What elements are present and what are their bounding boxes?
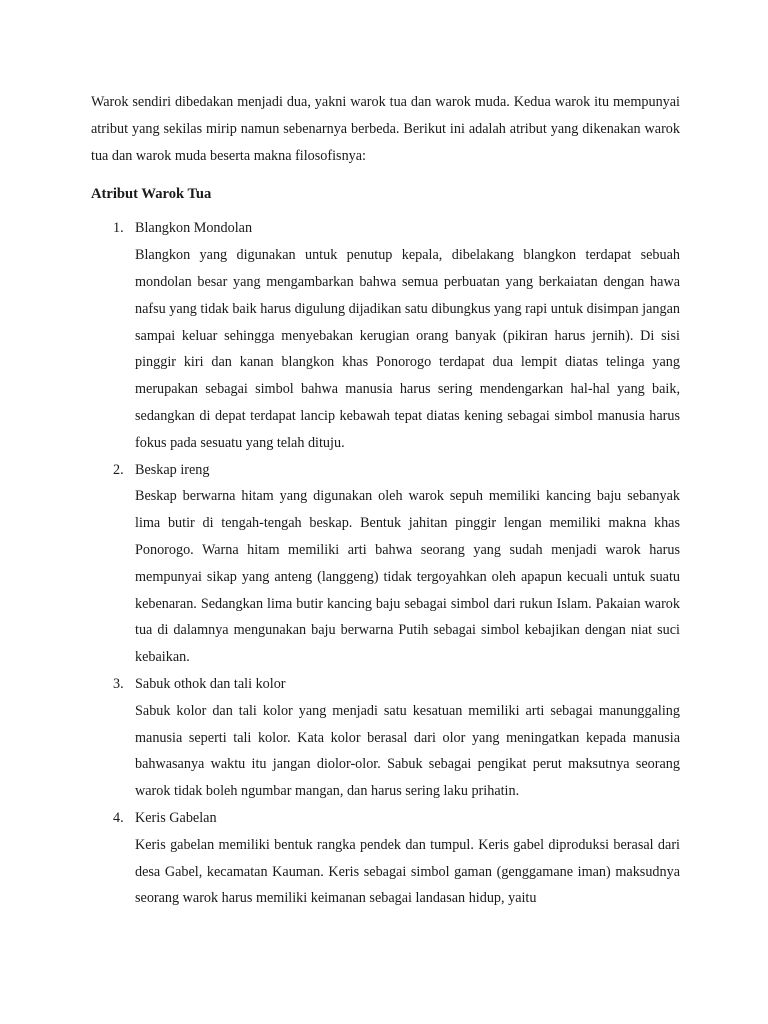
item-description: Beskap berwarna hitam yang digunakan oleh warok sepuh memiliki kancing baju sebanyak lima butir di tengah-tengah beskap. Bentuk jahitan pinggir lengan memiliki makna khas Ponorogo. Warna hitam memiliki arti bahwa seorang yang sudah menjadi warok harus mempunyai sikap yang anteng (langgeng) tidak tergoyahkan oleh apapun kecuali untuk suatu kebenaran. Sedangkan lima butir kancing baju sebagai simbol dari rukun Islam. Pakaian warok tua di dalamnya mengunakan baju berwarna Putih sebagai simbol kebajikan dengan niat suci kebaikan.: [135, 488, 680, 666]
list-item: [91, 671, 680, 805]
section-heading: Atribut Warok Tua: [91, 186, 212, 203]
item-number: 3.: [113, 675, 124, 692]
item-title: Sabuk othok dan tali kolor: [135, 675, 286, 692]
document-page: [91, 89, 680, 912]
item-title: Keris Gabelan: [135, 809, 217, 826]
item-description: Sabuk kolor dan tali kolor yang menjadi satu kesatuan memiliki arti sebagai manunggaling manusia seperti tali kolor. Kata kolor berasal dari olor yang meningatkan kepada manusia bahwasanya waktu itu jangan diolor-olor. Sabuk sebagai pengikat perut maksutnya seorang warok tidak boleh ngumbar mangan, dan harus sering laku prihatin.: [135, 702, 680, 800]
item-description: Keris gabelan memiliki bentuk rangka pendek dan tumpul. Keris gabel diproduksi berasal dari desa Gabel, kecamatan Kauman. Keris sebagai simbol gaman (genggamane iman) maksudnya seorang warok harus memiliki keimanan sebagai landasan hidup, yaitu: [135, 836, 680, 907]
list-item: [91, 215, 680, 456]
item-number: 1.: [113, 220, 124, 237]
item-title: Beskap ireng: [135, 461, 210, 478]
list-item: [91, 805, 680, 912]
intro-paragraph: Warok sendiri dibedakan menjadi dua, yakni warok tua dan warok muda. Kedua warok itu mempunyai atribut yang sekilas mirip namun sebenarnya berbeda. Berikut ini adalah atribut yang dikenakan warok tua dan warok muda beserta makna filosofisnya:: [91, 94, 680, 164]
attribute-list: [91, 215, 680, 912]
item-number: 4.: [113, 809, 124, 826]
item-number: 2.: [113, 461, 124, 478]
item-title: Blangkon Mondolan: [135, 220, 253, 237]
item-description: Blangkon yang digunakan untuk penutup kepala, dibelakang blangkon terdapat sebuah mondolan besar yang mengambarkan bahwa semua perbuatan yang berkaiatan dengan hawa nafsu yang tidak baik harus digulung dijadikan satu dibungkus yang rapi untuk disimpan jangan sampai keluar sehingga menyebakan kerugian orang banyak (pikiran harus jernih). Di sisi pinggir kiri dan kanan blangkon khas Ponorogo terdapat dua lempit diatas telinga yang merupakan sebagai simbol bahwa manusia harus sering mendengarkan hal-hal yang baik, sedangkan di depat terdapat lancip kebawah tepat diatas kening sebagai simbol manusia harus fokus pada sesuatu yang telah dituju.: [135, 247, 680, 451]
list-item: [91, 457, 680, 671]
